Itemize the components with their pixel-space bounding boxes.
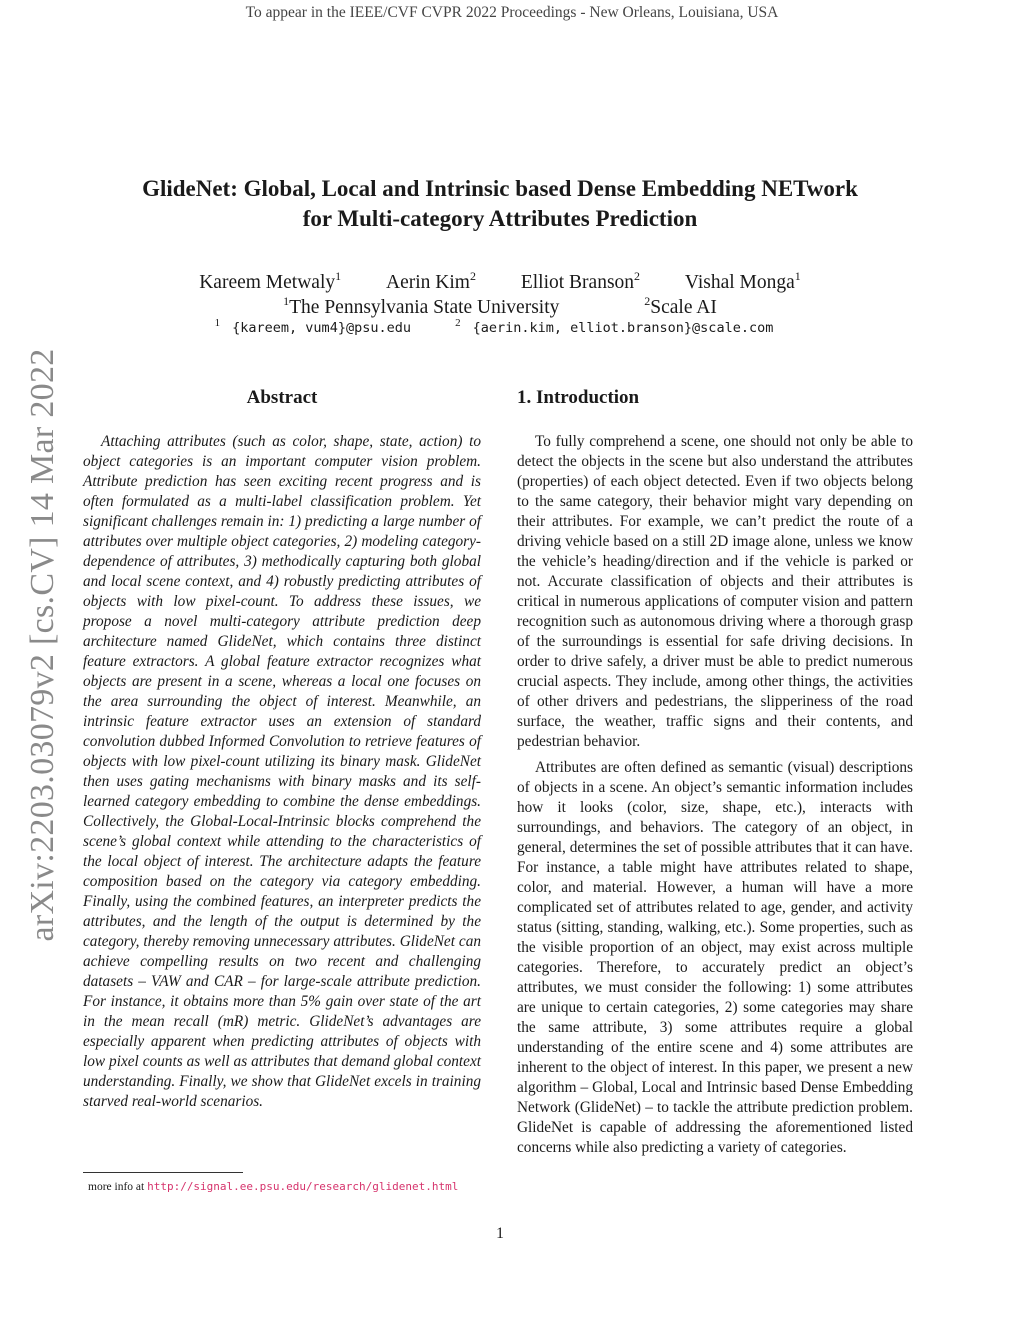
footnote-divider: [83, 1172, 243, 1173]
abstract-heading: Abstract: [246, 387, 318, 408]
introduction-heading: 1. Introduction: [517, 387, 640, 408]
footnote-prefix: more info at: [88, 1181, 145, 1193]
author: Kareem Metwaly$^1$: [199, 269, 342, 293]
email: $^1$ {kareem, vum4}@psu.edu: [214, 317, 411, 336]
left-column: [83, 384, 481, 1112]
author: Vishal Monga$^1$: [684, 269, 801, 293]
arxiv-identifier: arXiv:2203.03079v2 [cs.CV] 14 Mar 2022: [24, 348, 61, 942]
intro-paragraph: To fully comprehend a scene, one should not only be able to detect the objects in the scene but also understand the attributes (properties) of each object detected. Even if two objects belong to the same category, their behavior might vary depending on their attributes. For example, we can’t predict the route of a driving vehicle based on a still 2D image alone, unless we know the vehicle’s heading/direction and if the vehicle is parked or not. Accurate classification of objects and their attributes is critical in numerous applications of computer vision and pattern recognition such as autonomous driving where a thorough grasp of the surroundings is essential for safe driving decisions. In order to drive safely, a driver must be able to predict numerous crucial aspects. They include, among other things, the activities of other drivers and pedestrians, the slipperiness of the road surface, the weather, traffic signs and their contents, and pedestrian behavior.: [517, 433, 913, 750]
page-number: 1: [496, 1225, 504, 1242]
title-line-1: GlideNet: Global, Local and Intrinsic based Dense Embedding NETwork: [142, 176, 858, 201]
affiliations: [0, 295, 1000, 320]
author-names: [0, 270, 1000, 295]
affiliation: $^2$Scale AI: [644, 294, 717, 318]
intro-paragraph: Attributes are often defined as semantic (visual) descriptions of objects in a scene. An object’s semantic information includes how it looks (color, size, shape, etc.), interacts with surroundings, and behaviors. The category of an object, in general, determines the set of possible attributes that it can have. For instance, a table might have attributes related to shape, color, and material. However, a human will have a more complicated set of attributes related to age, gender, and activity status (sitting, standing, walking, etc.). Some properties, such as the visible proportion of an object, may exist across multiple categories. Therefore, to accurately predict an object’s attributes, we must consider the following: 1) some attributes are unique to certain categories, 2) some categories may share the same attribute, 3) some attributes require a global understanding of the entire scene and 4) some attributes are inherent to the object of interest. In this paper, we present a new algorithm – Global, Local and Intrinsic based Dense Embedding Network (GlideNet) – to tackle the attribute prediction problem. GlideNet is capable of addressing the aforementioned listed concerns while also predicting a variety of categories.: [517, 759, 913, 1156]
project-link[interactable]: http://signal.ee.psu.edu/research/glidenet.html: [147, 1180, 459, 1193]
email: $^2$ {aerin.kim, elliot.branson}@scale.com: [455, 317, 774, 336]
author: Elliot Branson$^2$: [520, 269, 641, 293]
author: Aerin Kim$^2$: [386, 269, 476, 293]
affiliation: $^1$The Pennsylvania State University: [283, 294, 560, 318]
abstract-text: Attaching attributes (such as color, shape, state, action) to object categories is an important computer vision problem. Attribute prediction has seen exciting recent progress and is often formulated as a multi-label classification problem. Yet significant challenges remain in: 1) predicting a large number of attributes over multiple object categories, 2) modeling category-dependence of attributes, 3) methodically capturing both global and local scene context, and 4) robustly predicting attributes of objects with low pixel-count. To address these issues, we propose a novel multi-category attribute prediction deep architecture named GlideNet, which contains three distinct feature extractors. A global feature extractor recognizes what objects are present in a scene, whereas a local one focuses on the area surrounding the object of interest. Meanwhile, an intrinsic feature extractor uses an extension of standard convolution dubbed Informed Convolution to retrieve features of objects with low pixel-count utilizing its binary mask. GlideNet then uses gating mechanisms with binary masks and its self-learned category embedding to combine the dense embeddings. Collectively, the Global-Local-Intrinsic blocks comprehend the scene’s global context while attending to the characteristics of the local object of interest. The architecture adapts the feature composition based on the category via category embedding. Finally, using the combined features, an interpreter predicts the attributes, and the length of the output is determined by the category, thereby removing unnecessary attributes. GlideNet can achieve compelling results on two recent and challenging datasets – VAW and CAR – for large-scale attribute prediction. For instance, it obtains more than 5% gain over state of the art in the mean recall (mR) metric. GlideNet’s advantages are especially apparent when predicting attributes of objects with low pixel counts as well as attributes that demand global context understanding. Finally, we show that GlideNet excels in training starved real-world scenarios.: [83, 433, 481, 1110]
title-line-2: for Multi-category Attributes Prediction: [302, 206, 698, 231]
venue-header: To appear in the IEEE/CVF CVPR 2022 Proceedings - New Orleans, Louisiana, USA: [245, 4, 779, 21]
author-emails: [0, 317, 1000, 336]
paper-title: [0, 174, 1000, 234]
footnote: [88, 1180, 458, 1193]
right-column: [517, 384, 913, 1164]
author-block: [0, 270, 1000, 320]
